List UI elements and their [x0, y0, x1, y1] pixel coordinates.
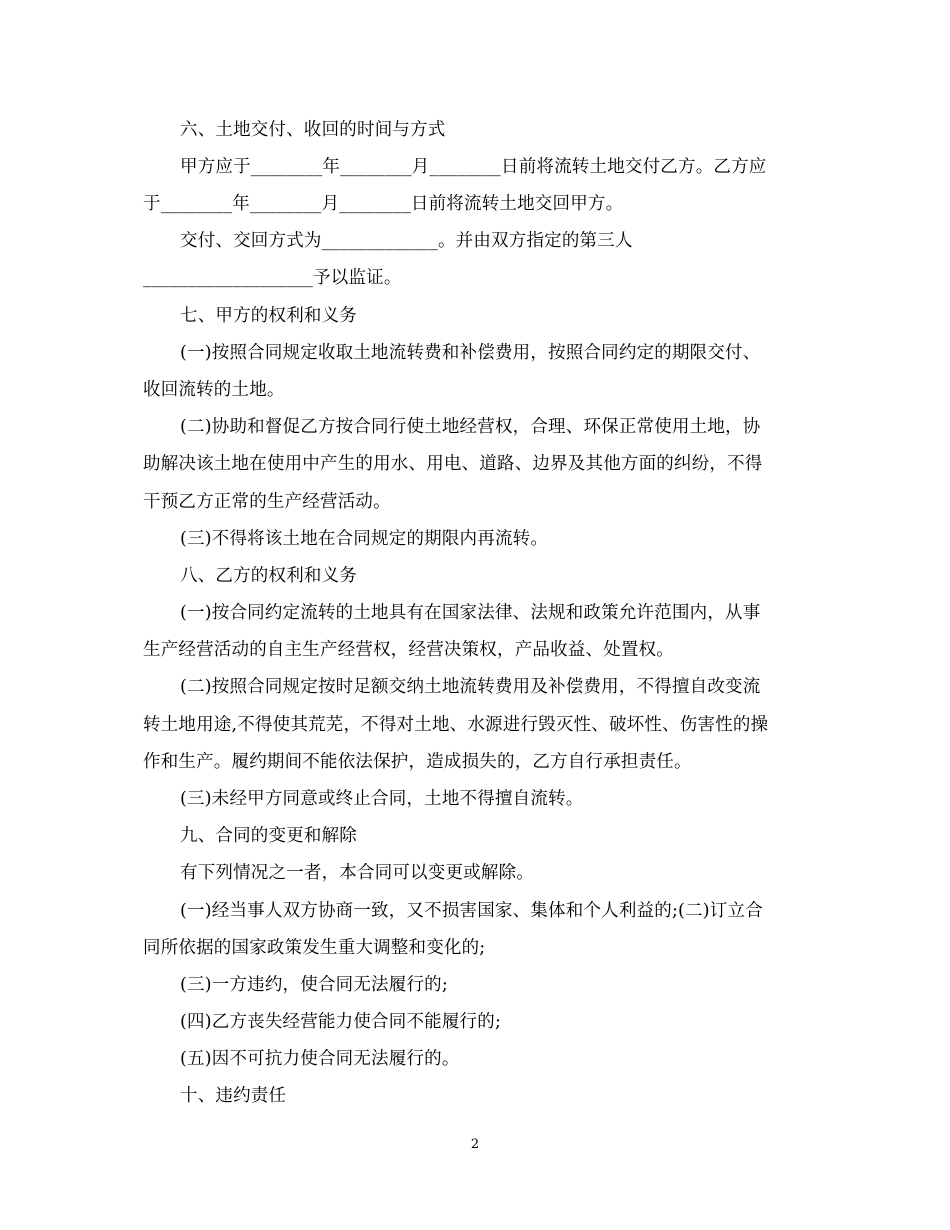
text-line: (三)未经甲方同意或终止合同，土地不得擅自流转。: [180, 789, 584, 809]
text-line: 干预乙方正常的生产经营活动。: [143, 492, 391, 512]
text-line: 九、合同的变更和解除: [180, 826, 357, 846]
text-line: (四)乙方丧失经营能力使合同不能履行的;: [180, 1012, 502, 1032]
text-line: 同所依据的国家政策发生重大调整和变化的;: [143, 938, 486, 958]
text-line: (五)因不可抗力使合同无法履行的。: [180, 1049, 460, 1069]
text-line: 六、土地交付、收回的时间与方式: [180, 120, 446, 140]
text-line: 助解决该土地在使用中产生的用水、用电、道路、边界及其他方面的纠纷，不得: [143, 454, 763, 474]
text-line: 于________年________月________日前将流转土地交回甲方。: [143, 194, 624, 214]
text-line: (二)协助和督促乙方按合同行使土地经营权，合理、环保正常使用土地，协: [180, 417, 761, 437]
text-line: 收回流转的土地。: [143, 380, 285, 400]
text-line: 十、违约责任: [180, 1086, 287, 1106]
text-line: ___________________予以监证。: [143, 268, 402, 288]
text-line: (一)按合同约定流转的土地具有在国家法律、法规和政策允许范围内，从事: [180, 603, 761, 623]
page-number: 2: [470, 1137, 480, 1152]
text-line: 八、乙方的权利和义务: [180, 566, 357, 586]
text-line: 生产经营活动的自主生产经营权，经营决策权，产品收益、处置权。: [143, 640, 674, 660]
text-line: 作和生产。履约期间不能依法保护，造成损失的，乙方自行承担责任。: [143, 752, 692, 772]
text-line: 交付、交回方式为_____________。并由双方指定的第三人: [180, 231, 633, 251]
text-line: 七、甲方的权利和义务: [180, 306, 357, 326]
text-line: 甲方应于________年________月________日前将流转土地交付乙方。乙方应: [180, 157, 767, 177]
text-line: 有下列情况之一者，本合同可以变更或解除。: [180, 863, 534, 883]
text-line: 转土地用途,不得使其荒芜，不得对土地、水源进行毁灭性、破坏性、伤害性的操: [143, 715, 769, 735]
text-line: (三)不得将该土地在合同规定的期限内再流转。: [180, 529, 549, 549]
text-line: (一)经当事人双方协商一致，又不损害国家、集体和个人利益的;(二)订立合: [180, 901, 763, 921]
text-line: (一)按照合同规定收取土地流转费和补偿费用，按照合同约定的期限交付、: [180, 343, 761, 363]
text-line: (二)按照合同规定按时足额交纳土地流转费用及补偿费用，不得擅自改变流: [180, 677, 761, 697]
text-line: (三)一方违约，使合同无法履行的;: [180, 975, 448, 995]
